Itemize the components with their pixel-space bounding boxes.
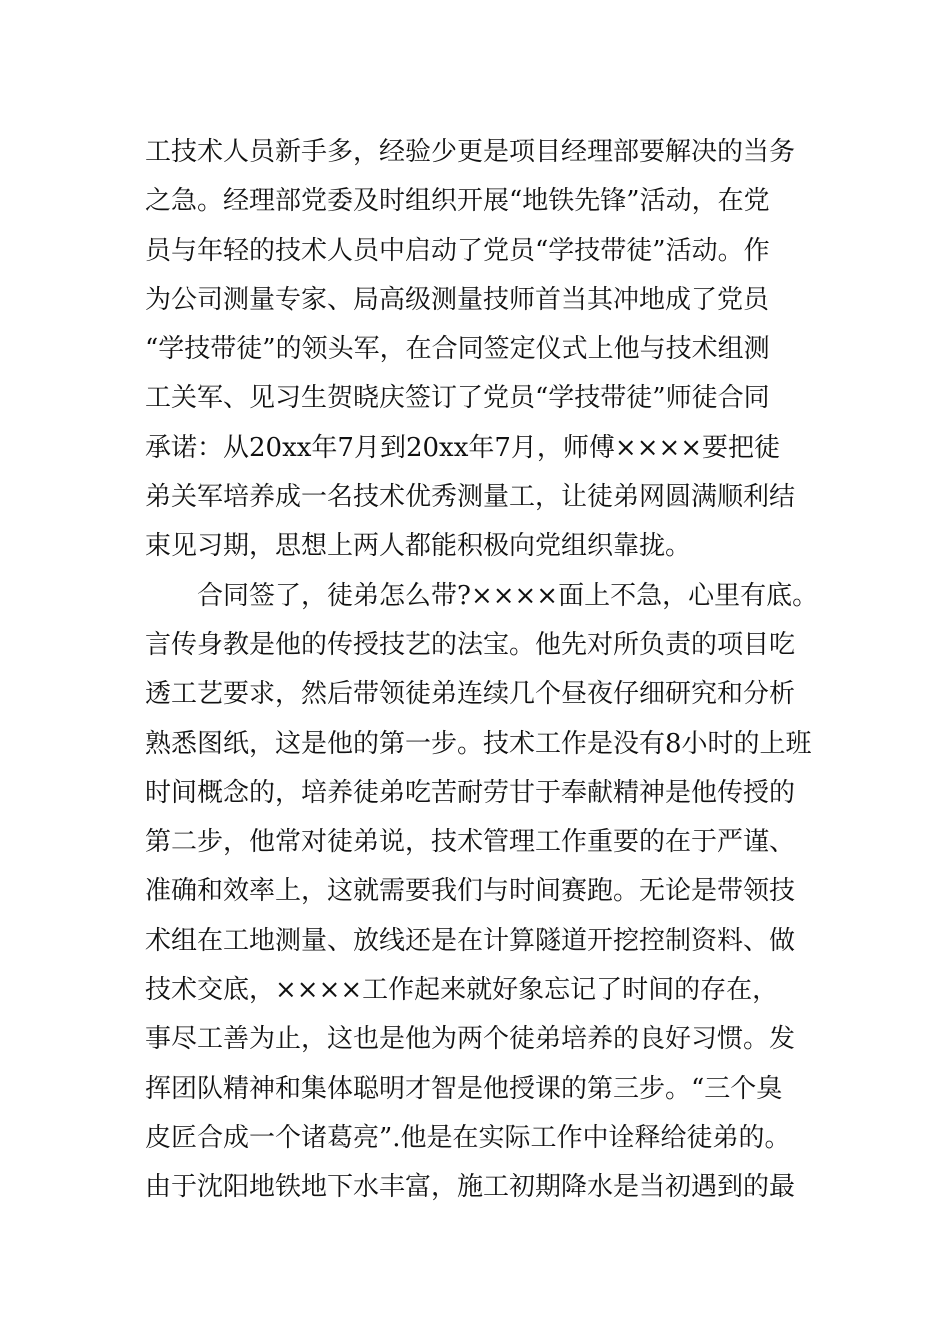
text-line: 承诺：从20xx年7月到20xx年7月，师傅××××要把徒	[145, 432, 781, 463]
text-line: 第二步，他常对徒弟说，技术管理工作重要的在于严谨、	[145, 827, 796, 858]
text-line: “学技带徒”的领头军，在合同签定仪式上他与技术组测	[145, 334, 770, 365]
text-line: 为公司测量专家、局高级测量技师首当其冲地成了党员	[145, 284, 770, 315]
text-line: 由于沈阳地铁地下水丰富，施工初期降水是当初遇到的最	[145, 1172, 796, 1203]
text-line: 员与年轻的技术人员中启动了党员“学技带徒”活动。作	[145, 235, 770, 266]
text-line: 时间概念的，培养徒弟吃苦耐劳甘于奉献精神是他传授的	[145, 777, 796, 808]
text-line: 束见习期，思想上两人都能积极向党组织靠拢。	[145, 531, 692, 562]
paragraph-start-line: 合同签了，徒弟怎么带?××××面上不急，心里有底。	[197, 580, 819, 611]
text-line: 挥团队精神和集体聪明才智是他授课的第三步。“三个臭	[145, 1073, 783, 1104]
text-line: 言传身教是他的传授技艺的法宝。他先对所负责的项目吃	[145, 629, 796, 660]
text-line: 事尽工善为止，这也是他为两个徒弟培养的良好习惯。发	[145, 1024, 796, 1055]
text-line: 工技术人员新手多，经验少更是项目经理部要解决的当务	[145, 137, 796, 167]
text-line: 弟关军培养成一名技术优秀测量工，让徒弟网圆满顺利结	[145, 482, 796, 513]
text-line: 技术交底，××××工作起来就好象忘记了时间的存在，	[145, 975, 779, 1006]
text-line: 术组在工地测量、放线还是在计算隧道开挖控制资料、做	[145, 925, 796, 956]
text-line: 皮匠合成一个诸葛亮”.他是在实际工作中诠释给徒弟的。	[145, 1122, 791, 1153]
body-text	[145, 128, 845, 1213]
text-line: 工关军、见习生贺晓庆签订了党员“学技带徒”师徒合同	[145, 383, 770, 414]
text-line: 之急。经理部党委及时组织开展“地铁先锋”活动，在党	[145, 186, 770, 217]
text-line: 熟悉图纸，这是他的第一步。技术工作是没有8小时的上班	[145, 728, 812, 759]
text-line: 准确和效率上，这就需要我们与时间赛跑。无论是带领技	[145, 876, 796, 907]
text-line: 透工艺要求，然后带领徒弟连续几个昼夜仔细研究和分析	[145, 679, 796, 710]
